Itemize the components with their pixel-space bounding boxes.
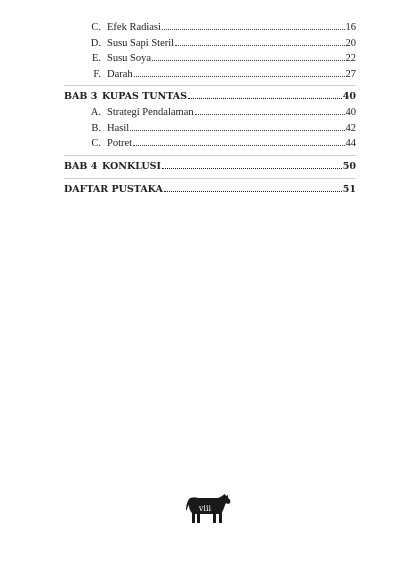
toc-entry bbox=[64, 67, 356, 83]
toc-entry-page: 27 bbox=[345, 68, 356, 80]
toc-entry-label: Efek Radiasi bbox=[107, 22, 161, 33]
chapter-title: DAFTAR PUSTAKA bbox=[64, 183, 163, 195]
toc-entry-label: Darah bbox=[107, 68, 133, 80]
toc-entry-page: 44 bbox=[345, 138, 356, 149]
dot-leader bbox=[134, 75, 345, 77]
chapter-title: KONKLUSI bbox=[102, 160, 161, 172]
toc-entry-label: Susu Soya bbox=[107, 53, 152, 64]
divider bbox=[64, 178, 356, 179]
toc-entry-label: Hasil bbox=[107, 122, 130, 134]
toc-entry-letter: D. bbox=[90, 37, 101, 49]
chapter-page: 40 bbox=[342, 91, 356, 102]
toc-entry-label: Susu Sapi Steril bbox=[107, 37, 175, 49]
dot-leader bbox=[188, 97, 342, 99]
toc-entry-label: Potret bbox=[107, 138, 133, 149]
dot-leader bbox=[162, 167, 342, 169]
divider bbox=[64, 85, 356, 86]
toc-entry-letter: F. bbox=[93, 68, 101, 80]
toc-entry-letter: C. bbox=[91, 22, 101, 33]
toc-entry-label: Strategi Pendalaman bbox=[107, 107, 194, 118]
toc-entry bbox=[64, 20, 356, 36]
toc-entry-letter: C. bbox=[91, 138, 101, 149]
toc-entry bbox=[64, 105, 356, 121]
toc-entry-page: 40 bbox=[345, 107, 356, 118]
toc-entry-page: 20 bbox=[345, 37, 356, 49]
page-footer bbox=[186, 492, 232, 526]
toc-chapter-bab4 bbox=[64, 159, 356, 175]
dot-leader bbox=[164, 190, 342, 192]
dot-leader bbox=[175, 44, 344, 46]
toc-entry bbox=[64, 121, 356, 137]
chapter-number: BAB 3 bbox=[64, 91, 98, 102]
toc-chapter-bab3 bbox=[64, 89, 356, 105]
dot-leader bbox=[195, 113, 345, 115]
dot-leader bbox=[133, 144, 344, 146]
dot-leader bbox=[162, 28, 345, 30]
toc-entry bbox=[64, 136, 356, 152]
divider bbox=[64, 155, 356, 156]
dot-leader bbox=[130, 129, 344, 131]
chapter-title: KUPAS TUNTAS bbox=[102, 91, 188, 102]
toc-entry-page: 22 bbox=[345, 53, 356, 64]
dot-leader bbox=[152, 59, 344, 61]
chapter-page: 50 bbox=[342, 160, 356, 172]
toc-entry-page: 42 bbox=[345, 122, 356, 134]
toc-entry-letter: E. bbox=[91, 53, 101, 64]
toc-entry-letter: B. bbox=[91, 122, 101, 134]
toc-entry-page: 16 bbox=[345, 22, 356, 33]
chapter-number: BAB 4 bbox=[64, 160, 98, 172]
toc-daftar-pustaka bbox=[64, 182, 356, 198]
table-of-contents bbox=[64, 20, 356, 198]
toc-entry bbox=[64, 51, 356, 67]
page-number: viii bbox=[198, 504, 212, 513]
chapter-page: 51 bbox=[342, 183, 356, 195]
toc-entry-letter: A. bbox=[90, 107, 101, 118]
toc-entry bbox=[64, 36, 356, 52]
